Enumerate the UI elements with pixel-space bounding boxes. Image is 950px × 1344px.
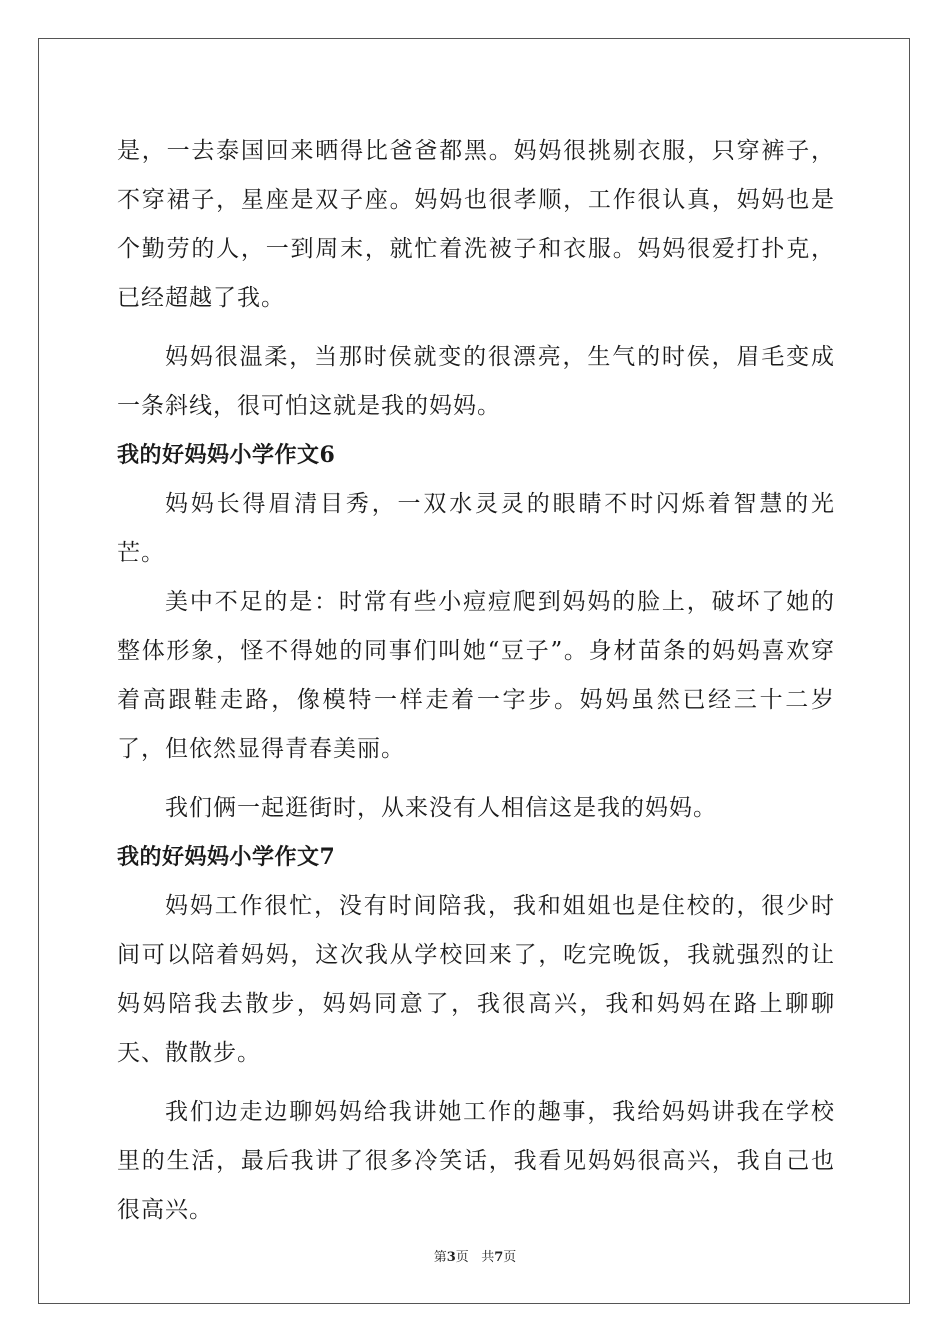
page-total: 7 xyxy=(494,1250,504,1265)
total-prefix: 共 xyxy=(481,1250,495,1265)
document-body xyxy=(117,127,835,1235)
page-footer xyxy=(0,1246,950,1265)
page-prefix: 第 xyxy=(433,1250,447,1265)
section-heading: 我的好妈妈小学作文6 xyxy=(117,442,336,468)
paragraph: 美中不足的是：时常有些小痘痘爬到妈妈的脸上，破坏了她的整体形象，怪不得她的同事们叫她“豆子”。身材苗条的妈妈喜欢穿着高跟鞋走路，像模特一样走着一字步。妈妈虽然已经三十二岁了，但依然显得青春美丽。 xyxy=(117,589,835,762)
page-current: 3 xyxy=(446,1250,456,1265)
paragraph: 我们俩一起逛街时，从来没有人相信这是我的妈妈。 xyxy=(165,795,717,821)
paragraph: 是，一去泰国回来晒得比爸爸都黑。妈妈很挑剔衣服，只穿裤子，不穿裙子，星座是双子座。妈妈也很孝顺，工作很认真，妈妈也是个勤劳的人，一到周末，就忙着洗被子和衣服。妈妈很爱打扑克，已经超越了我。 xyxy=(117,138,835,311)
page-suffix: 页 xyxy=(455,1250,469,1265)
paragraph: 妈妈长得眉清目秀，一双水灵灵的眼睛不时闪烁着智慧的光芒。 xyxy=(117,491,835,566)
section-heading: 我的好妈妈小学作文7 xyxy=(117,844,336,870)
paragraph: 我们边走边聊妈妈给我讲她工作的趣事，我给妈妈讲我在学校里的生活，最后我讲了很多冷笑话，我看见妈妈很高兴，我自己也很高兴。 xyxy=(117,1099,835,1223)
paragraph: 妈妈很温柔，当那时侯就变的很漂亮，生气的时侯，眉毛变成一条斜线，很可怕这就是我的妈妈。 xyxy=(117,344,835,419)
paragraph: 妈妈工作很忙，没有时间陪我，我和姐姐也是住校的，很少时间可以陪着妈妈，这次我从学校回来了，吃完晚饭，我就强烈的让妈妈陪我去散步，妈妈同意了，我很高兴，我和妈妈在路上聊聊天、散散步。 xyxy=(117,893,835,1066)
total-suffix: 页 xyxy=(503,1250,517,1265)
